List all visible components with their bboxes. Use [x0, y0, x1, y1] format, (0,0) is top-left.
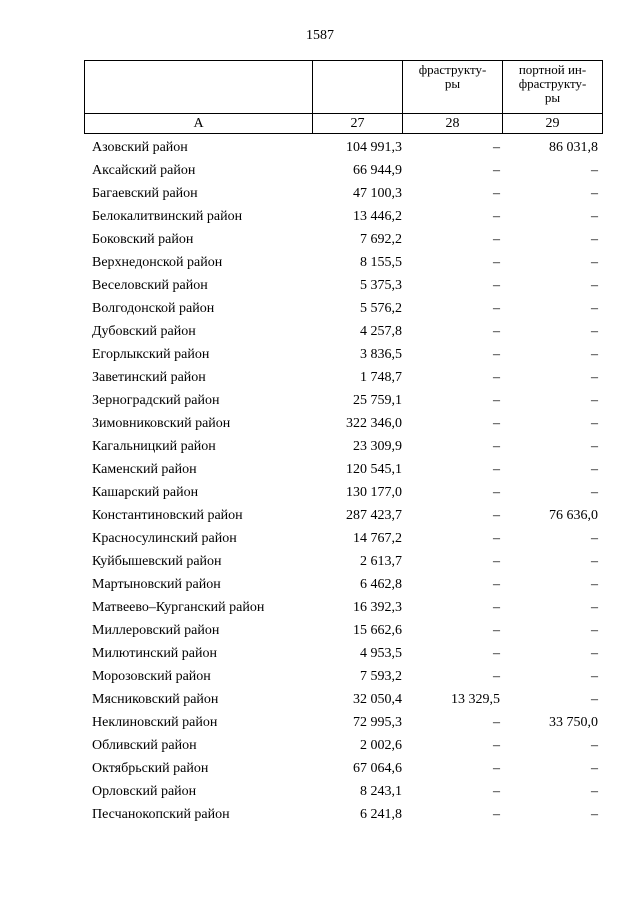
value-col-29: – [591, 669, 598, 684]
district-name: Дубовский район [92, 324, 196, 339]
value-col-29: – [591, 577, 598, 592]
value-col-29: – [591, 163, 598, 178]
table-row [84, 527, 602, 550]
table-row [84, 642, 602, 665]
value-col-27: 7 593,2 [360, 669, 402, 684]
value-col-28: – [493, 761, 500, 776]
district-name: Матвеево–Курганский район [92, 600, 265, 615]
header-col-28 [403, 61, 503, 114]
value-col-28: – [493, 163, 500, 178]
table-row [84, 734, 602, 757]
value-col-27: 6 462,8 [360, 577, 402, 592]
district-name: Константиновский район [92, 508, 243, 523]
value-col-28: – [493, 278, 500, 293]
value-col-28: – [493, 416, 500, 431]
table-body [84, 136, 602, 826]
value-col-27: 66 944,9 [353, 163, 402, 178]
header-col-29 [503, 61, 603, 114]
value-col-27: 130 177,0 [346, 485, 402, 500]
value-col-29: – [591, 738, 598, 753]
value-col-29: – [591, 784, 598, 799]
district-name: Волгодонской район [92, 301, 215, 316]
value-col-29: – [591, 646, 598, 661]
value-col-29: 33 750,0 [549, 715, 598, 730]
value-col-28: – [493, 715, 500, 730]
header-col-27 [313, 61, 403, 114]
page-number: 1587 [306, 28, 334, 43]
value-col-29: – [591, 439, 598, 454]
district-name: Неклиновский район [92, 715, 218, 730]
header-col-29-text: портной ин- фраструкту- ры [518, 62, 587, 105]
value-col-27: 67 064,6 [353, 761, 402, 776]
value-col-27: 4 953,5 [360, 646, 402, 661]
district-name: Азовский район [92, 140, 188, 155]
value-col-27: 16 392,3 [353, 600, 402, 615]
value-col-27: 5 576,2 [360, 301, 402, 316]
district-name: Верхнедонской район [92, 255, 223, 270]
table-row [84, 389, 602, 412]
value-col-29: – [591, 623, 598, 638]
value-col-27: 23 309,9 [353, 439, 402, 454]
value-col-29: – [591, 393, 598, 408]
table-row [84, 550, 602, 573]
district-name: Орловский район [92, 784, 197, 799]
table-row [84, 366, 602, 389]
district-name: Зерноградский район [92, 393, 220, 408]
value-col-29: – [591, 209, 598, 224]
table-row [84, 274, 602, 297]
district-name: Багаевский район [92, 186, 198, 201]
value-col-28: – [493, 738, 500, 753]
value-col-27: 3 836,5 [360, 347, 402, 362]
value-col-28: – [493, 462, 500, 477]
district-name: Егорлыкский район [92, 347, 210, 362]
value-col-29: – [591, 278, 598, 293]
district-name: Морозовский район [92, 669, 211, 684]
district-name: Кашарский район [92, 485, 199, 500]
district-name: Зимовниковский район [92, 416, 231, 431]
value-col-27: 1 748,7 [360, 370, 402, 385]
district-name: Миллеровский район [92, 623, 220, 638]
value-col-29: – [591, 301, 598, 316]
district-name: Милютинский район [92, 646, 218, 661]
value-col-27: 8 243,1 [360, 784, 402, 799]
value-col-27: 287 423,7 [346, 508, 402, 523]
value-col-27: 72 995,3 [353, 715, 402, 730]
value-col-27: 5 375,3 [360, 278, 402, 293]
header-num-27: 27 [313, 114, 403, 134]
value-col-29: – [591, 761, 598, 776]
value-col-28: – [493, 232, 500, 247]
value-col-27: 7 692,2 [360, 232, 402, 247]
value-col-29: – [591, 554, 598, 569]
table-row [84, 780, 602, 803]
value-col-29: – [591, 370, 598, 385]
value-col-29: 86 031,8 [549, 140, 598, 155]
district-name: Белокалитвинский район [92, 209, 243, 224]
value-col-28: – [493, 209, 500, 224]
table-header [84, 60, 603, 134]
district-name: Боковский район [92, 232, 194, 247]
value-col-29: – [591, 485, 598, 500]
table-row [84, 136, 602, 159]
value-col-28: – [493, 646, 500, 661]
table-row [84, 228, 602, 251]
table-row [84, 757, 602, 780]
table-row [84, 205, 602, 228]
value-col-28: – [493, 301, 500, 316]
header-num-a: А [85, 114, 313, 134]
table-row [84, 435, 602, 458]
value-col-28: – [493, 393, 500, 408]
district-name: Куйбышевский район [92, 554, 222, 569]
table-row [84, 343, 602, 366]
value-col-28: – [493, 669, 500, 684]
value-col-27: 47 100,3 [353, 186, 402, 201]
district-name: Веселовский район [92, 278, 208, 293]
value-col-28: – [493, 186, 500, 201]
table-row [84, 481, 602, 504]
value-col-28: – [493, 485, 500, 500]
table-row [84, 458, 602, 481]
table-row [84, 573, 602, 596]
value-col-28: – [493, 784, 500, 799]
table-row [84, 596, 602, 619]
value-col-27: 120 545,1 [346, 462, 402, 477]
value-col-27: 15 662,6 [353, 623, 402, 638]
value-col-29: – [591, 531, 598, 546]
value-col-28: – [493, 600, 500, 615]
value-col-27: 4 257,8 [360, 324, 402, 339]
value-col-29: – [591, 416, 598, 431]
value-col-28: – [493, 347, 500, 362]
district-name: Обливский район [92, 738, 197, 753]
district-name: Аксайский район [92, 163, 196, 178]
table-row [84, 412, 602, 435]
value-col-28: – [493, 623, 500, 638]
table-row [84, 159, 602, 182]
value-col-29: – [591, 600, 598, 615]
value-col-29: – [591, 186, 598, 201]
table-row [84, 182, 602, 205]
value-col-28: – [493, 807, 500, 822]
header-num-29: 29 [503, 114, 603, 134]
table-row [84, 803, 602, 826]
value-col-27: 6 241,8 [360, 807, 402, 822]
table-row [84, 320, 602, 343]
district-name: Октябрьский район [92, 761, 209, 776]
value-col-27: 2 002,6 [360, 738, 402, 753]
header-col-28-text: фраструкту- ры [418, 62, 487, 91]
value-col-28: – [493, 324, 500, 339]
value-col-29: – [591, 347, 598, 362]
value-col-27: 32 050,4 [353, 692, 402, 707]
district-name: Красносулинский район [92, 531, 237, 546]
value-col-27: 8 155,5 [360, 255, 402, 270]
table-row [84, 711, 602, 734]
value-col-29: – [591, 807, 598, 822]
value-col-27: 13 446,2 [353, 209, 402, 224]
value-col-27: 104 991,3 [346, 140, 402, 155]
table-row [84, 688, 602, 711]
value-col-28: – [493, 439, 500, 454]
district-name: Мясниковский район [92, 692, 219, 707]
header-num-28: 28 [403, 114, 503, 134]
value-col-28: – [493, 577, 500, 592]
value-col-29: – [591, 462, 598, 477]
district-name: Мартыновский район [92, 577, 221, 592]
table-row [84, 665, 602, 688]
district-name: Песчанокопский район [92, 807, 230, 822]
table-row [84, 619, 602, 642]
header-col-name [85, 61, 313, 114]
value-col-28: – [493, 508, 500, 523]
table-row [84, 297, 602, 320]
value-col-29: 76 636,0 [549, 508, 598, 523]
value-col-28: – [493, 370, 500, 385]
district-name: Кагальницкий район [92, 439, 216, 454]
district-name: Каменский район [92, 462, 197, 477]
value-col-27: 25 759,1 [353, 393, 402, 408]
value-col-29: – [591, 692, 598, 707]
district-name: Заветинский район [92, 370, 206, 385]
value-col-29: – [591, 324, 598, 339]
value-col-27: 322 346,0 [346, 416, 402, 431]
value-col-29: – [591, 232, 598, 247]
value-col-28: – [493, 140, 500, 155]
table-row [84, 251, 602, 274]
value-col-28: 13 329,5 [451, 692, 500, 707]
value-col-28: – [493, 255, 500, 270]
table-row [84, 504, 602, 527]
value-col-28: – [493, 531, 500, 546]
value-col-27: 2 613,7 [360, 554, 402, 569]
value-col-28: – [493, 554, 500, 569]
value-col-27: 14 767,2 [353, 531, 402, 546]
value-col-29: – [591, 255, 598, 270]
